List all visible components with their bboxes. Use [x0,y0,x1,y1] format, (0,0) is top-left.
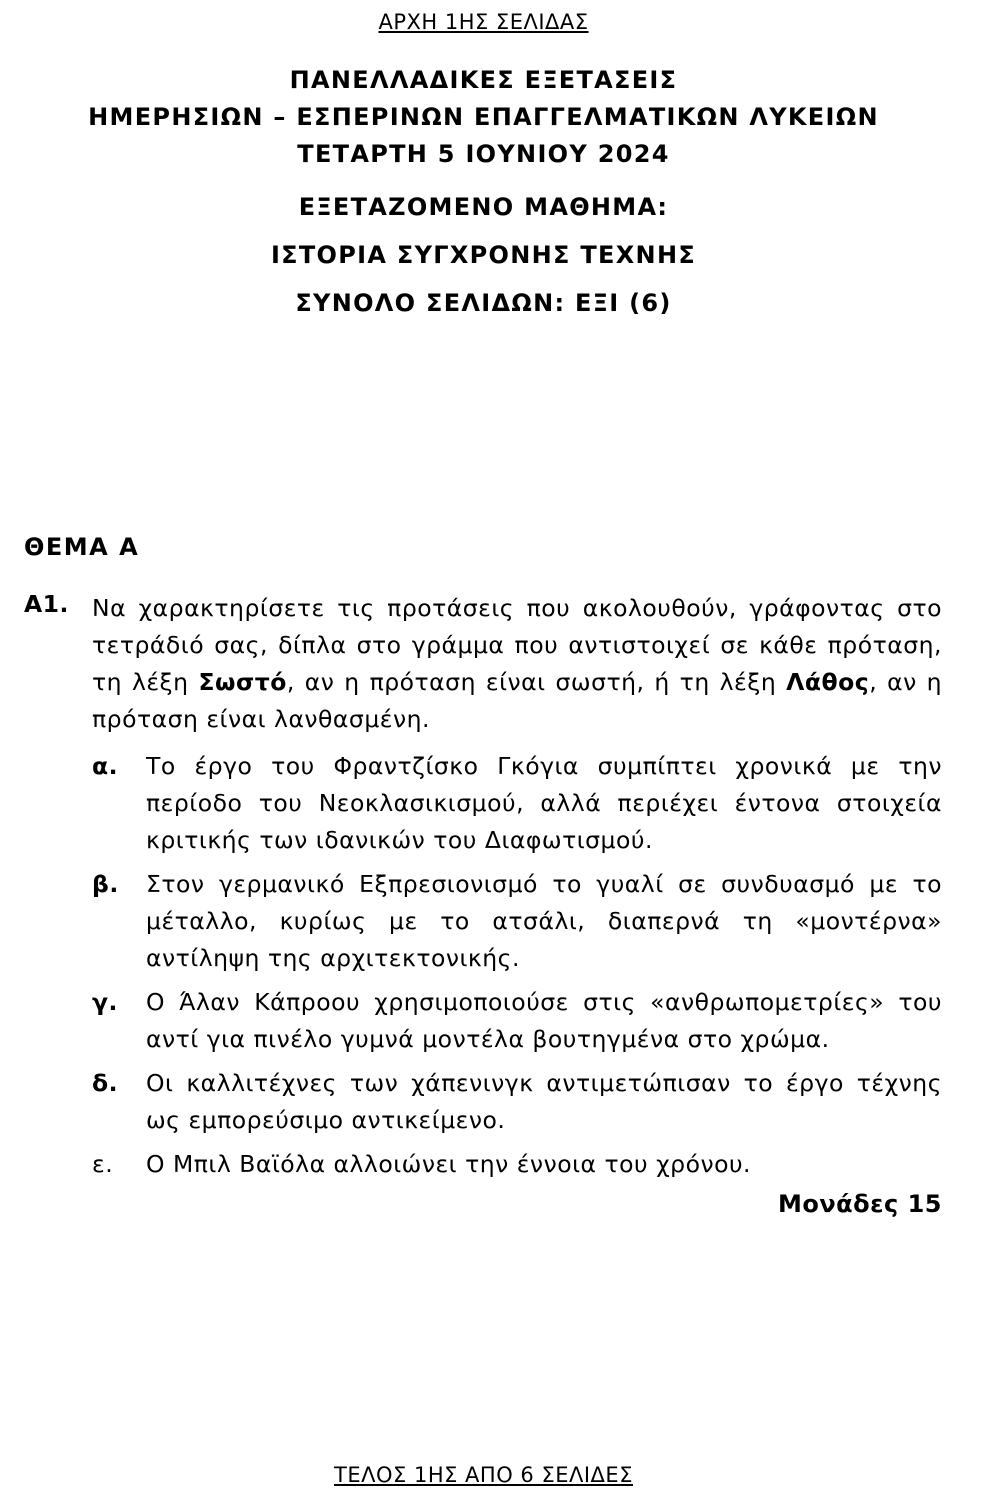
statement-text: Το έργο του Φραντζίσκο Γκόγια συμπίπτει χρονικά με την περίοδο του Νεοκλασικισμού, αλλά περιέχει έντονα στοιχεία κριτικής των ιδανικών του Διαφωτισμού. [146,752,942,854]
question-label: Α1. [24,590,69,618]
page-footer-label: ΤΕΛΟΣ 1ΗΣ ΑΠΟ 6 ΣΕΛΙΔΕΣ [334,1463,633,1487]
statement-mark: ε. [92,1150,114,1178]
question-a1 [24,590,942,1218]
statement-item [92,866,942,977]
header-date: ΤΕΤΑΡΤΗ 5 ΙΟΥΝΙΟΥ 2024 [297,140,670,168]
theme-title: ΘΕΜΑ Α [24,533,140,561]
header-line-1: ΠΑΝΕΛΛΑΔΙΚΕΣ ΕΞΕΤΑΣΕΙΣ [289,66,678,94]
statement-mark: β. [92,870,119,898]
bold-correct: Σωστό [198,668,287,696]
subject-label: ΕΞΕΤΑΖΟΜΕΝΟ ΜΑΘΗΜΑ: [298,193,669,221]
statement-item [92,748,942,859]
points-label: Μονάδες 15 [777,1190,942,1218]
statement-item [92,1146,942,1183]
total-pages: ΣΥΝΟΛΟ ΣΕΛΙΔΩΝ: ΕΞΙ (6) [295,289,672,317]
statement-item [92,984,942,1058]
bold-wrong: Λάθος [786,668,870,696]
question-instructions: Να χαρακτηρίσετε τις προτάσεις που ακολουθούν, γράφοντας στο τετράδιό σας, δίπλα στο γράμμα που αντιστοιχεί σε κάθε πρόταση, τη λέξη Σωστό, αν η πρόταση είναι σωστή, ή τη λέξη Λάθος, αν η πρόταση είναι λανθασμένη. [92,594,942,733]
statement-text: Οι καλλιτέχνες των χάπενινγκ αντιμετώπισαν το έργο τέχνης ως εμπορεύσιμο αντικείμενο. [146,1069,942,1134]
statement-text: Στον γερμανικό Εξπρεσιονισμό το γυαλί σε συνδυασμό με το μέταλλο, κυρίως με το ατσάλι, διαπερνά τη «μοντέρνα» αντίληψη της αρχιτεκτονικής. [146,870,942,972]
statement-mark: γ. [92,988,118,1016]
statement-text: Ο Μπιλ Βαϊόλα αλλοιώνει την έννοια του χρόνου. [146,1150,752,1178]
exam-header [0,62,967,327]
statement-item [92,1065,942,1139]
statement-mark: δ. [92,1069,119,1097]
subject-title: ΙΣΤΟΡΙΑ ΣΥΓΧΡΟΝΗΣ ΤΕΧΝΗΣ [270,241,697,269]
statement-list [92,748,942,1183]
statement-mark: α. [92,752,119,780]
statement-text: Ο Άλαν Κάπροου χρησιμοποιούσε στις «ανθρωπομετρίες» του αντί για πινέλο γυμνά μοντέλα βουτηγμένα στο χρώμα. [146,988,942,1053]
header-line-2: ΗΜΕΡΗΣΙΩΝ – ΕΣΠΕΡΙΝΩΝ ΕΠΑΓΓΕΛΜΑΤΙΚΩΝ ΛΥΚΕΙΩΝ [88,103,879,131]
page-header-label: ΑΡΧΗ 1ΗΣ ΣΕΛΙΔΑΣ [378,10,589,34]
